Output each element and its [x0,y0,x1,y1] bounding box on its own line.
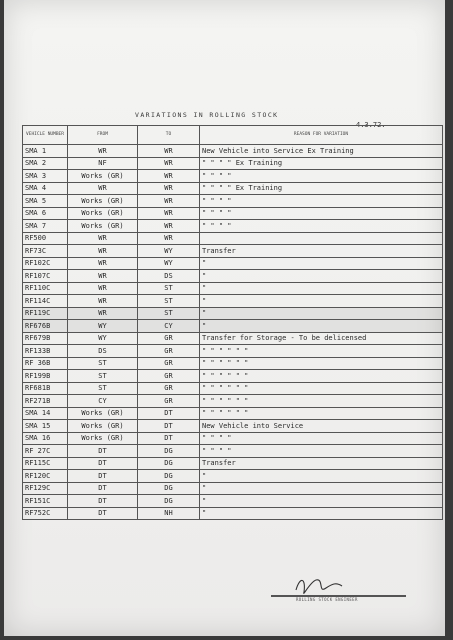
cell-from: WY [68,320,138,333]
cell-reason: Transfer [200,457,443,470]
cell-reason: New Vehicle into Service Ex Training [200,145,443,158]
cell-vehicle-number: SMA 4 [23,182,68,195]
cell-to: ST [138,282,200,295]
cell-from: Works (GR) [68,407,138,420]
cell-vehicle-number: RF 36B [23,357,68,370]
cell-to: WR [138,170,200,183]
cell-vehicle-number: RF752C [23,507,68,520]
cell-from: NF [68,157,138,170]
document-date: 4.3.72. [356,121,386,129]
cell-to: NH [138,507,200,520]
cell-to: DT [138,420,200,433]
cell-reason: " " " " Ex Training [200,157,443,170]
cell-from: CY [68,395,138,408]
cell-from: Works (GR) [68,170,138,183]
table-row [23,220,443,233]
cell-vehicle-number: RF679B [23,332,68,345]
cell-to: DG [138,457,200,470]
cell-from: DT [68,507,138,520]
cell-to: WR [138,145,200,158]
table-row [23,407,443,420]
cell-reason: Transfer for Storage - To be delicensed [200,332,443,345]
cell-reason: " " " " " " [200,357,443,370]
cell-from: WR [68,270,138,283]
cell-vehicle-number: RF102C [23,257,68,270]
table-row [23,332,443,345]
cell-vehicle-number: RF73C [23,245,68,258]
cell-to: WR [138,195,200,208]
cell-to: WY [138,245,200,258]
cell-vehicle-number: SMA 7 [23,220,68,233]
header-reason: REASON FOR VARIATION [200,126,443,145]
table-row [23,495,443,508]
cell-vehicle-number: RF 27C [23,445,68,458]
table-row [23,457,443,470]
cell-from: WR [68,245,138,258]
cell-to: WR [138,207,200,220]
cell-vehicle-number: RF500 [23,232,68,245]
table-row [23,307,443,320]
cell-reason: " " " " [200,207,443,220]
cell-vehicle-number: RF120C [23,470,68,483]
cell-to: WY [138,257,200,270]
table-row [23,282,443,295]
cell-to: ST [138,307,200,320]
cell-to: GR [138,332,200,345]
cell-to: GR [138,370,200,383]
header-from: FROM [68,126,138,145]
header-to: TO [138,126,200,145]
cell-from: DT [68,495,138,508]
cell-to: DG [138,495,200,508]
signature [266,568,416,608]
cell-reason: " " " " " " [200,395,443,408]
cell-from: Works (GR) [68,432,138,445]
cell-to: DT [138,407,200,420]
signature-title: ROLLING STOCK ENGINEER [296,597,358,602]
document-page [4,0,445,636]
table-row [23,432,443,445]
cell-reason: " " " " [200,432,443,445]
cell-to: DG [138,470,200,483]
cell-vehicle-number: RF129C [23,482,68,495]
cell-to: WR [138,157,200,170]
cell-to: DG [138,445,200,458]
table-row [23,470,443,483]
cell-from: DT [68,470,138,483]
table-row [23,420,443,433]
cell-from: WR [68,257,138,270]
cell-vehicle-number: RF114C [23,295,68,308]
cell-from: Works (GR) [68,195,138,208]
cell-reason: " " " " " " [200,382,443,395]
cell-vehicle-number: SMA 15 [23,420,68,433]
cell-to: CY [138,320,200,333]
table-row [23,207,443,220]
cell-vehicle-number: SMA 6 [23,207,68,220]
cell-from: WR [68,232,138,245]
cell-reason: " [200,270,443,283]
cell-from: ST [68,357,138,370]
cell-vehicle-number: RF119C [23,307,68,320]
cell-vehicle-number: SMA 2 [23,157,68,170]
cell-reason: " " " " Ex Training [200,182,443,195]
cell-from: WR [68,145,138,158]
cell-to: WR [138,232,200,245]
table-row [23,395,443,408]
table-row [23,157,443,170]
cell-reason: " [200,495,443,508]
table-row [23,370,443,383]
table-row [23,270,443,283]
variations-table [22,125,443,520]
table-row [23,445,443,458]
cell-to: WR [138,220,200,233]
table-row [23,295,443,308]
cell-vehicle-number: SMA 1 [23,145,68,158]
cell-from: DS [68,345,138,358]
cell-reason: " [200,282,443,295]
table-row [23,257,443,270]
table-row [23,357,443,370]
table-row [23,482,443,495]
cell-reason: " [200,320,443,333]
cell-from: WR [68,182,138,195]
cell-reason: " " " " [200,170,443,183]
cell-reason: " " " " [200,445,443,458]
cell-vehicle-number: RF115C [23,457,68,470]
cell-vehicle-number: RF676B [23,320,68,333]
cell-reason: Transfer [200,245,443,258]
cell-vehicle-number: SMA 5 [23,195,68,208]
cell-vehicle-number: RF151C [23,495,68,508]
cell-reason: " [200,482,443,495]
cell-reason: " [200,507,443,520]
cell-reason: New Vehicle into Service [200,420,443,433]
header-vehicle-number: VEHICLE NUMBER [23,126,68,145]
cell-from: Works (GR) [68,207,138,220]
cell-reason: " " " " " " [200,407,443,420]
cell-vehicle-number: SMA 3 [23,170,68,183]
cell-vehicle-number: SMA 14 [23,407,68,420]
cell-reason: " " " " [200,195,443,208]
cell-reason: " [200,307,443,320]
cell-to: ST [138,295,200,308]
cell-reason: " [200,470,443,483]
cell-from: WR [68,307,138,320]
cell-from: Works (GR) [68,220,138,233]
table-row [23,195,443,208]
cell-to: GR [138,357,200,370]
cell-vehicle-number: RF681B [23,382,68,395]
cell-reason: " " " " " " [200,370,443,383]
document-title: VARIATIONS IN ROLLING STOCK [135,111,279,119]
cell-reason: " [200,295,443,308]
cell-vehicle-number: RF133B [23,345,68,358]
table-header-row [23,126,443,145]
cell-from: Works (GR) [68,420,138,433]
cell-vehicle-number: RF199B [23,370,68,383]
cell-to: GR [138,382,200,395]
cell-from: ST [68,382,138,395]
cell-to: GR [138,395,200,408]
cell-from: DT [68,457,138,470]
cell-reason [200,232,443,245]
table-row [23,507,443,520]
cell-from: WR [68,295,138,308]
table-body [23,145,443,520]
table-row [23,232,443,245]
table-row [23,170,443,183]
cell-to: DG [138,482,200,495]
cell-from: WR [68,282,138,295]
cell-vehicle-number: SMA 16 [23,432,68,445]
cell-from: ST [68,370,138,383]
table-row [23,182,443,195]
cell-vehicle-number: RF110C [23,282,68,295]
cell-to: WR [138,182,200,195]
cell-to: DS [138,270,200,283]
cell-vehicle-number: RF271B [23,395,68,408]
cell-from: DT [68,445,138,458]
cell-from: DT [68,482,138,495]
table-row [23,245,443,258]
cell-to: GR [138,345,200,358]
cell-vehicle-number: RF107C [23,270,68,283]
cell-to: DT [138,432,200,445]
table-row [23,145,443,158]
cell-from: WY [68,332,138,345]
table-row [23,345,443,358]
cell-reason: " [200,257,443,270]
table-row [23,382,443,395]
cell-reason: " " " " " " [200,345,443,358]
table-row [23,320,443,333]
cell-reason: " " " " [200,220,443,233]
